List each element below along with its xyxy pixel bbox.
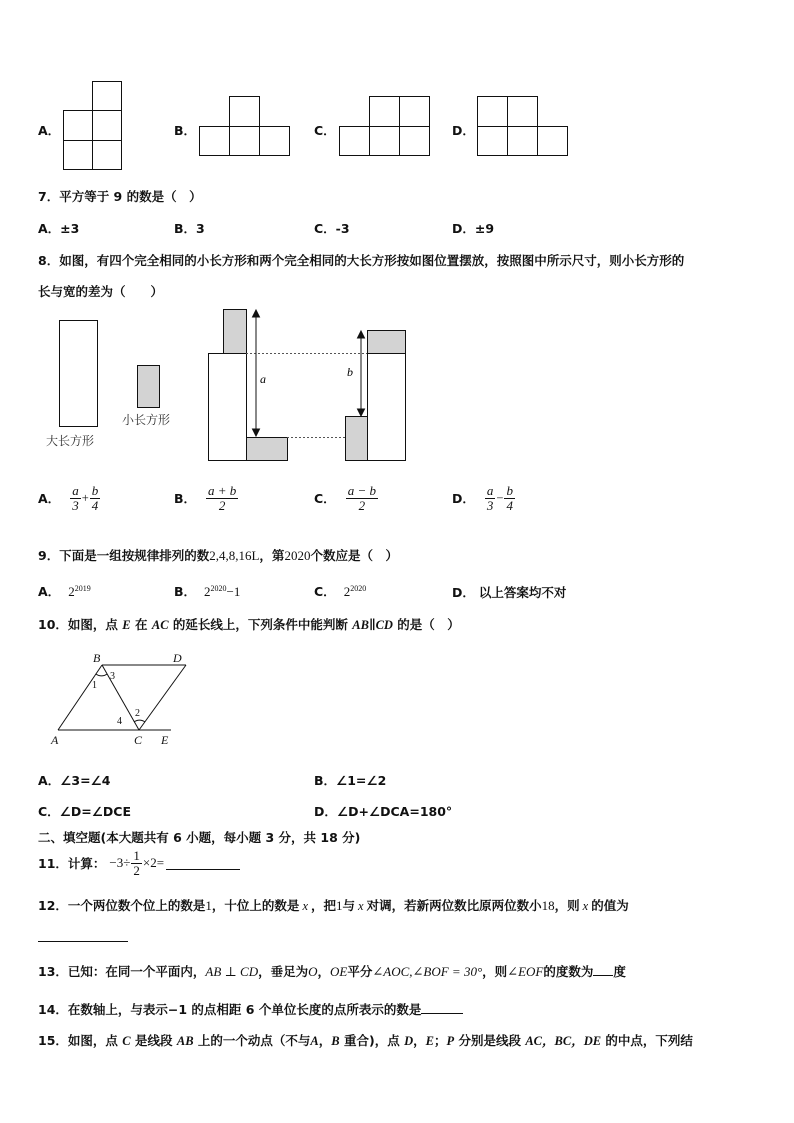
q8-fig-label-b: b: [347, 365, 353, 379]
q6-option-c-label: C．: [314, 123, 336, 138]
q8-stem-line2: 长与宽的差为（ ）: [38, 284, 164, 299]
q10-figure: [46, 650, 206, 750]
svg-text:E: E: [161, 733, 169, 747]
q6-option-b-label: B．: [174, 123, 197, 138]
svg-text:4: 4: [117, 716, 122, 727]
q13: 13．已知：在同一个平面内，AB ⊥ CD，垂足为O，OE平分∠AOC,∠BOF = 30°，则∠EOF的度数为 度: [38, 964, 626, 979]
q8-stem-line1: [38, 251, 684, 269]
svg-text:2: 2: [135, 708, 140, 719]
svg-text:3: 3: [110, 671, 115, 682]
q7-option-c: C．-3: [314, 221, 350, 236]
q8-number: 8．: [38, 253, 60, 268]
q15: 15．如图，点 C 是线段 AB 上的一个动点（不与A，B 重合)，点 D，E；P 分别是线段 AC，BC，DE 的中点，下列结: [38, 1033, 693, 1048]
q9-option-b: B． $2^{2020}-1$: [174, 583, 241, 599]
q7-stem: [38, 187, 202, 205]
q9-option-c: C． $2^{2020}$: [314, 583, 367, 599]
q10-option-d: D．∠D+∠DCA=180°: [314, 804, 453, 819]
q11: 11． 计算： −3÷ $\frac{1}{2}$ ×2=: [38, 849, 240, 877]
q7-stem-text: 平方等于 9 的数是（ ）: [59, 189, 202, 204]
q10-stem: 10．如图，点 E 在 AC 的延长线上，下列条件中能判断 AB∥CD 的是（ ）: [38, 617, 460, 632]
q8-option-b: B． $\frac{a + b}{2}$: [174, 483, 237, 513]
q8-fig-label-a: a: [260, 372, 266, 386]
q13-answer-blank[interactable]: [593, 963, 613, 976]
q8-option-c: C． $\frac{a - b}{2}$: [314, 483, 376, 513]
q6-option-a-figure: [60, 80, 124, 172]
svg-text:C: C: [134, 733, 143, 747]
q6-option-a-label: A．: [38, 123, 61, 138]
q9-stem: 9．下面是一组按规律排列的数2,4,8,16L，第2020个数应是（ ）: [38, 548, 398, 563]
q10-option-b: B．∠1=∠2: [314, 773, 387, 788]
svg-text:B: B: [93, 651, 101, 665]
q6-option-c-figure: [338, 94, 432, 158]
q8-figure: [40, 306, 420, 468]
svg-text:D: D: [173, 651, 182, 665]
q9-option-a: A． $2^{2019}$: [38, 583, 91, 599]
q12: 12．一个两位数个位上的数是1，十位上的数是 x ，把1与 x 对调，若新两位数比原两位数小18，则 x 的值为: [38, 898, 629, 913]
q7-number: 7．: [38, 189, 60, 204]
section-2-heading: 二、填空题(本大题共有 6 小题，每小题 3 分，共 18 分): [38, 830, 361, 845]
q10-option-a: A．∠3=∠4: [38, 773, 111, 788]
q8-fig-big-label: 大长方形: [46, 434, 95, 448]
q6-option-d-label: D．: [452, 123, 475, 138]
q14: 14．在数轴上，与表示−1 的点相距 6 个单位长度的点所表示的数是: [38, 1000, 463, 1018]
q11-answer-blank[interactable]: [166, 857, 240, 870]
q7-option-b: B．3: [174, 221, 205, 236]
q6-option-d-figure: [476, 94, 570, 158]
q8-option-d: D． $\frac{a}{3}$ − $\frac{b}{4}$: [452, 483, 513, 513]
q8-stem-text1: 如图，有四个完全相同的小长方形和两个完全相同的大长方形按如图位置摆放，按照图中所示尺寸，则小长方形的: [59, 253, 685, 268]
svg-text:A: A: [51, 733, 59, 747]
q8-fig-small-label: 小长方形: [122, 413, 171, 427]
svg-text:1: 1: [92, 680, 97, 691]
q7-option-d: D．±9: [452, 221, 495, 236]
q8-option-a: A． $\frac{a}{3}$ + $\frac{b}{4}$: [38, 483, 99, 513]
q7-option-a: A．±3: [38, 221, 80, 236]
q10-option-c: C．∠D=∠DCE: [38, 804, 132, 819]
q9-option-d: D． 以上答案均不对: [452, 585, 567, 600]
q12-answer-blank[interactable]: [38, 929, 128, 942]
q6-option-b-figure: [198, 94, 292, 158]
q14-answer-blank[interactable]: [421, 1001, 463, 1014]
